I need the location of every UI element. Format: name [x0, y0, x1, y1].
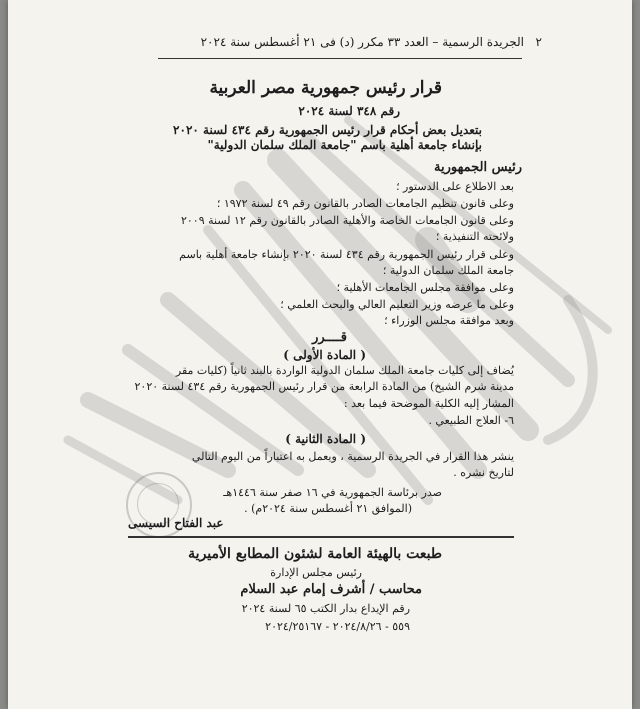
decree-title: قرار رئيس جمهورية مصر العربية — [209, 78, 442, 98]
gazette-header: الجريدة الرسمية – العدد ٣٣ مكرر (د) فى ٢١ أغسطس سنة ٢٠٢٤ — [200, 35, 524, 49]
article1-line: المشار إليه الكلية الموضحة فيما بعد : — [343, 397, 514, 410]
preamble-line: وعلى قرار رئيس الجمهورية رقم ٤٣٤ لسنة ٢٠٢٠ بإنشاء جامعة أهلية باسم — [179, 248, 514, 261]
decree-number: رقم ٣٤٨ لسنة ٢٠٢٤ — [298, 104, 400, 118]
header-divider — [158, 58, 522, 59]
preamble-line: وعلى قانون تنظيم الجامعات الصادر بالقانون رقم ٤٩ لسنة ١٩٧٢ ؛ — [216, 197, 514, 210]
signature: عبد الفتاح السيسى — [128, 516, 224, 530]
preamble-line: وعلى موافقة مجلس الجامعات الأهلية ؛ — [336, 281, 514, 294]
issuance-date-gregorian: (الموافق ٢١ أغسطس سنة ٢٠٢٤م) . — [244, 502, 412, 515]
issuer-heading: رئيس الجمهورية — [434, 160, 522, 175]
footer-divider — [128, 536, 514, 538]
chairman-name: محاسب / أشرف إمام عبد السلام — [240, 582, 422, 597]
printer-credit: طبعت بالهيئة العامة لشئون المطابع الأميرية — [188, 546, 442, 562]
decree-subject-line1: بتعديل بعض أحكام قرار رئيس الجمهورية رقم ٤٣٤ لسنة ٢٠٢٠ — [173, 123, 482, 137]
article2-heading: ( المادة الثانية ) — [285, 432, 366, 446]
article1-line: مدينة شرم الشيخ) من المادة الرابعة من قرار رئيس الجمهورية رقم ٤٣٤ لسنة ٢٠٢٠ — [134, 380, 514, 393]
preamble-line: وعلى قانون الجامعات الخاصة والأهلية الصادر بالقانون رقم ١٢ لسنة ٢٠٠٩ — [180, 214, 514, 227]
preamble-line: جامعة الملك سلمان الدولية ؛ — [382, 264, 514, 277]
decision-heading: قــــرر — [312, 330, 347, 345]
publication-reference: ٥٥٩ - ٢٠٢٤/٨/٢٦ - ٢٠٢٤/٢٥١٦٧ — [265, 620, 410, 633]
chairman-title: رئيس مجلس الإدارة — [270, 566, 362, 579]
decree-subject-line2: بإنشاء جامعة أهلية باسم "جامعة الملك سلمان الدولية" — [207, 138, 482, 152]
preamble-line: بعد الاطلاع على الدستور ؛ — [396, 180, 514, 193]
article2-line: ينشر هذا القرار في الجريدة الرسمية ، ويعمل به اعتباراً من اليوم التالي — [191, 450, 514, 463]
article1-heading: ( المادة الأولى ) — [283, 348, 366, 362]
article2-line: لتاريخ نشره . — [453, 466, 514, 479]
page-number: ٢ — [535, 35, 542, 49]
article1-line: ٦- العلاج الطبيعي . — [428, 414, 514, 427]
preamble-line: ولائحته التنفيذية ؛ — [435, 230, 514, 243]
document-page — [8, 0, 632, 709]
deposit-number: رقم الإيداع بدار الكتب ٦٥ لسنة ٢٠٢٤ — [241, 602, 410, 615]
article1-line: يُضاف إلى كليات جامعة الملك سلمان الدولية الواردة بالبند ثانياً (كليات مقر — [175, 364, 514, 377]
issuance-date-hijri: صدر برئاسة الجمهورية في ١٦ صفر سنة ١٤٤٦هـ — [223, 486, 442, 499]
preamble-line: وعلى ما عرضه وزير التعليم العالي والبحث العلمي ؛ — [280, 298, 514, 311]
preamble-line: وبعد موافقة مجلس الوزراء ؛ — [384, 314, 514, 327]
